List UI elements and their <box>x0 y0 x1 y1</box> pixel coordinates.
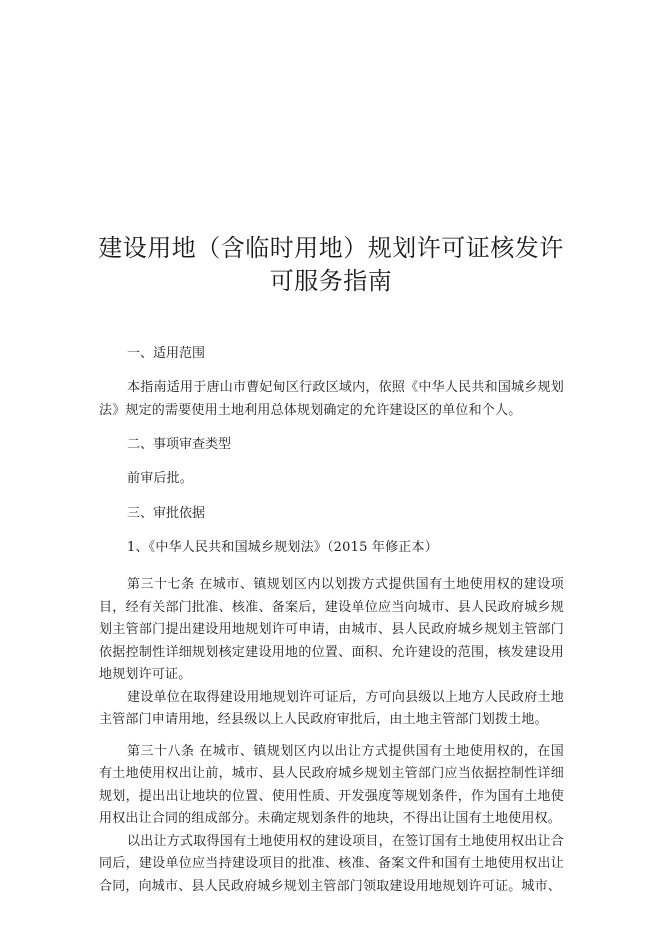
section-heading-scope: 一、适用范围 <box>127 346 206 361</box>
document-title-line-1: 建设用地（含临时用地）规划许可证核发许 <box>98 234 564 262</box>
section-heading-review-type: 二、事项审查类型 <box>127 437 232 452</box>
article-38-paragraph-1: 第三十八条 在城市、镇规划区内以出让方式提供国有土地使用权的，在国有土地使用权出让前，城市、县人民政府城乡规划主管部门应当依据控制性详细规划，提出出让地块的位置、使用性质、开发强度等规划条件，作为国有土地使用权出让合同的组成部分。未确定规划条件的地块，不得出让国有土地使用权。 <box>99 743 564 826</box>
section-heading-basis: 三、审批依据 <box>127 505 206 521</box>
review-type-paragraph: 前审后批。 <box>127 471 194 486</box>
article-37-paragraph-2: 建设单位在取得建设用地规划许可证后，方可向县级以上地方人民政府土地主管部门申请用地，经县级以上人民政府审批后，由土地主管部门划拨土地。 <box>99 689 564 727</box>
article-37-paragraph-1: 第三十七条 在城市、镇规划区内以划拨方式提供国有土地使用权的建设项目，经有关部门批准、核准、备案后，建设单位应当向城市、县人民政府城乡规划主管部门提出建设用地规划许可申请，由城市、县人民政府城乡规划主管部门依据控制性详细规划核定建设用地的位置、面积、允许建设的范围，核发建设用地规划许可证。 <box>99 577 564 682</box>
article-38-paragraph-2: 以出让方式取得国有土地使用权的建设项目，在签订国有土地使用权出让合同后，建设单位应当持建设项目的批准、核准、备案文件和国有土地使用权出让合同，向城市、县人民政府城乡规划主管部门领取建设用地规划许可证。城市、 <box>99 833 564 894</box>
basis-item-1: 1、《中华人民共和国城乡规划法》（2015 年修正本） <box>127 539 438 555</box>
document-body <box>99 344 564 898</box>
scope-paragraph: 本指南适用于唐山市曹妃甸区行政区域内，依照《中华人民共和国城乡规划法》规定的需要使用土地利用总体规划确定的允许建设区的单位和个人。 <box>99 380 564 418</box>
document-title-line-2: 可服务指南 <box>269 267 393 295</box>
document-title <box>80 232 582 298</box>
